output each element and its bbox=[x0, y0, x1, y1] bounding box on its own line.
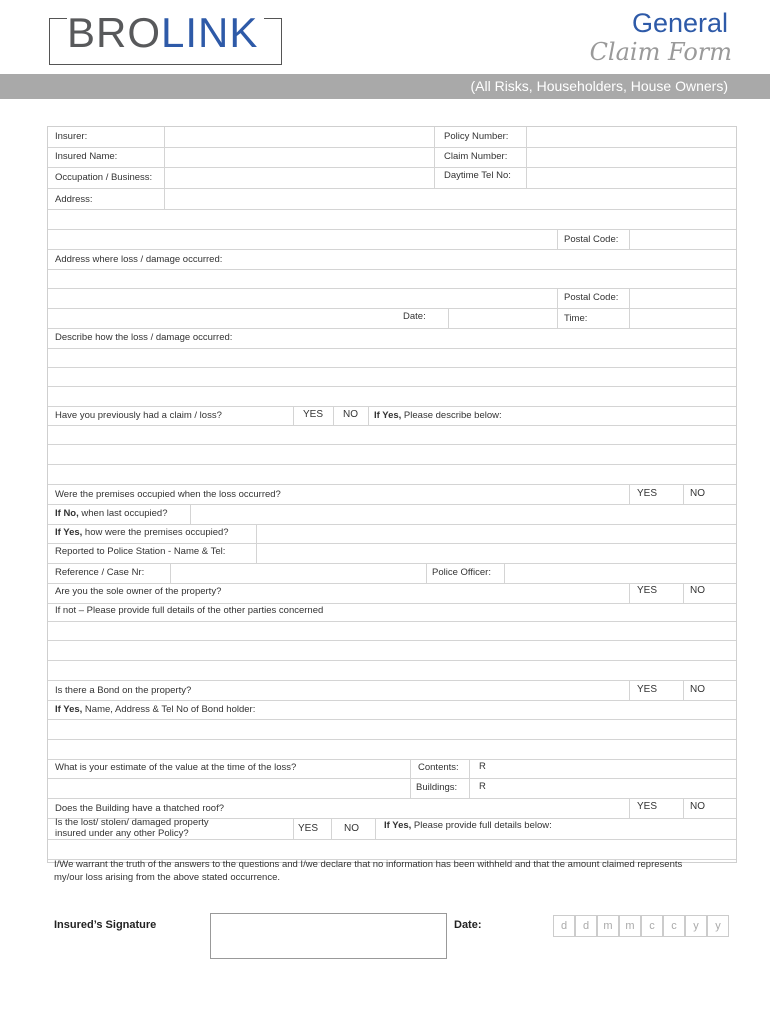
previous-claim-line-4[interactable] bbox=[48, 464, 736, 485]
row-premises-occupied bbox=[48, 484, 736, 505]
row-estimate-buildings bbox=[48, 778, 736, 799]
row-if-no bbox=[48, 504, 736, 525]
row-thatched bbox=[48, 798, 736, 819]
insured-name-field[interactable] bbox=[164, 147, 434, 166]
row-postal-code bbox=[48, 229, 736, 250]
form-title: General bbox=[631, 8, 728, 38]
other-parties-line-3[interactable] bbox=[48, 640, 736, 661]
reference-label: Reference / Case Nr: bbox=[55, 567, 145, 578]
previous-claim-line-3[interactable] bbox=[48, 444, 736, 465]
other-policy-label-2: insured under any other Policy? bbox=[55, 828, 189, 839]
date-label: Date: bbox=[403, 311, 426, 322]
thatched-label: Does the Building have a thatched roof? bbox=[55, 803, 225, 814]
logo-link: LINK bbox=[161, 9, 259, 56]
police-station-label: Reported to Police Station - Name & Tel: bbox=[55, 546, 226, 557]
describe-line-3[interactable] bbox=[48, 367, 736, 387]
address-field[interactable] bbox=[164, 188, 736, 208]
describe-line-2[interactable] bbox=[48, 348, 736, 368]
signature-date-label: Date: bbox=[454, 919, 482, 931]
logo-frame-bottom bbox=[49, 64, 282, 65]
previous-claim-label: Have you previously had a claim / loss? bbox=[55, 410, 222, 421]
how-occupied-field[interactable] bbox=[256, 524, 736, 542]
date-cell-m1[interactable]: m bbox=[597, 915, 619, 937]
postal-code-field[interactable] bbox=[629, 229, 736, 248]
previous-claim-if-yes bbox=[374, 410, 502, 421]
if-no-bold: If No, bbox=[55, 508, 79, 519]
previous-claim-line-2[interactable] bbox=[48, 425, 736, 445]
row-bond-holder bbox=[48, 700, 736, 720]
row-estimate-contents bbox=[48, 759, 736, 779]
bond-label: Is there a Bond on the property? bbox=[55, 685, 192, 696]
loss-address-label: Address where loss / damage occurred: bbox=[55, 254, 223, 265]
if-yes-bold: If Yes, bbox=[374, 410, 402, 421]
date-cell-y1[interactable]: y bbox=[685, 915, 707, 937]
logo-frame-top-right bbox=[264, 18, 282, 19]
other-policy-if-yes bbox=[384, 820, 552, 831]
policy-number-label: Policy Number: bbox=[444, 131, 509, 142]
previous-claim-yes[interactable]: YES bbox=[303, 409, 324, 420]
claim-number-label: Claim Number: bbox=[444, 151, 508, 162]
if-yes2-bold: If Yes, bbox=[55, 527, 83, 538]
if-yes3-rest: Name, Address & Tel No of Bond holder: bbox=[82, 704, 256, 715]
other-policy-no[interactable]: NO bbox=[344, 823, 359, 834]
address-label: Address: bbox=[55, 194, 93, 205]
if-no-label bbox=[55, 508, 167, 519]
other-parties-line-2[interactable] bbox=[48, 621, 736, 641]
premises-occupied-no[interactable]: NO bbox=[690, 488, 705, 499]
if-yes3-bold: If Yes, bbox=[55, 704, 83, 715]
other-parties-line-4[interactable] bbox=[48, 660, 736, 681]
row-loss-address bbox=[48, 249, 736, 270]
row-reference bbox=[48, 563, 736, 584]
bond-holder-line-2[interactable] bbox=[48, 719, 736, 740]
if-yes4-bold: If Yes, bbox=[384, 820, 412, 831]
row-date-time bbox=[48, 308, 736, 329]
date-cell-m2[interactable]: m bbox=[619, 915, 641, 937]
row-if-yes-occupied bbox=[48, 524, 736, 544]
other-policy-label-1: Is the lost/ stolen/ damaged property bbox=[55, 817, 209, 828]
if-yes-occupied-label bbox=[55, 527, 229, 538]
thatched-yes[interactable]: YES bbox=[637, 801, 658, 812]
date-cell-d1[interactable]: d bbox=[553, 915, 575, 937]
if-yes4-rest: Please provide full details below: bbox=[411, 820, 552, 831]
policy-number-field[interactable] bbox=[526, 127, 736, 146]
row-bond bbox=[48, 680, 736, 701]
police-officer-field[interactable] bbox=[504, 563, 736, 582]
claim-form bbox=[47, 126, 737, 863]
logo-frame-right bbox=[281, 18, 282, 65]
sole-owner-label: Are you the sole owner of the property? bbox=[55, 586, 222, 597]
bond-holder-line-3[interactable] bbox=[48, 739, 736, 760]
sole-owner-yes[interactable]: YES bbox=[637, 585, 658, 596]
if-not-label: If not – Please provide full details of the other parties concerned bbox=[55, 605, 324, 616]
time-field[interactable] bbox=[629, 308, 736, 327]
if-yes-rest: Please describe below: bbox=[401, 410, 502, 421]
row-describe bbox=[48, 328, 736, 349]
logo-bro: BRO bbox=[67, 9, 162, 56]
premises-occupied-yes[interactable]: YES bbox=[637, 488, 658, 499]
postal-code-2-label: Postal Code: bbox=[564, 292, 619, 303]
occupation-label: Occupation / Business: bbox=[55, 172, 153, 183]
if-no-rest: when last occupied? bbox=[78, 508, 168, 519]
address-line-2[interactable] bbox=[48, 209, 736, 230]
reference-field[interactable] bbox=[170, 563, 426, 582]
describe-line-4[interactable] bbox=[48, 386, 736, 407]
signature-field[interactable] bbox=[210, 913, 447, 959]
row-occupation bbox=[48, 167, 736, 189]
logo-frame-left bbox=[49, 18, 50, 65]
other-policy-yes[interactable]: YES bbox=[298, 823, 319, 834]
estimate-label: What is your estimate of the value at the time of the loss? bbox=[55, 762, 297, 773]
insured-name-label: Insured Name: bbox=[55, 151, 118, 162]
thatched-no[interactable]: NO bbox=[690, 801, 705, 812]
loss-address-line-2[interactable] bbox=[48, 269, 736, 289]
signature-label: Insured’s Signature bbox=[54, 919, 157, 931]
buildings-currency: R bbox=[479, 781, 486, 792]
bond-yes[interactable]: YES bbox=[637, 684, 658, 695]
insurer-label: Insurer: bbox=[55, 131, 88, 142]
occupation-field[interactable] bbox=[164, 167, 434, 187]
buildings-field[interactable] bbox=[469, 778, 736, 797]
band-text: (All Risks, Householders, House Owners) bbox=[470, 78, 728, 94]
header-band bbox=[0, 74, 770, 99]
describe-label: Describe how the loss / damage occurred: bbox=[55, 332, 233, 343]
date-cell-d2[interactable]: d bbox=[575, 915, 597, 937]
date-cell-c2[interactable]: c bbox=[663, 915, 685, 937]
contents-currency: R bbox=[479, 761, 486, 772]
date-field[interactable] bbox=[448, 308, 557, 327]
row-postal-code-2 bbox=[48, 288, 736, 309]
postal-code-2-field[interactable] bbox=[629, 288, 736, 307]
police-officer-label: Police Officer: bbox=[432, 567, 491, 578]
postal-code-label: Postal Code: bbox=[564, 234, 619, 245]
logo-text bbox=[67, 8, 258, 58]
row-other-policy bbox=[48, 818, 736, 840]
claim-number-field[interactable] bbox=[526, 147, 736, 166]
previous-claim-no[interactable]: NO bbox=[343, 409, 358, 420]
declaration-text: I/We warrant the truth of the answers to the questions and I/we declare that no information has been withheld and that the amount claimed represents my/our loss arising from the above stated occurrence. bbox=[54, 859, 683, 883]
form-subtitle: Claim Form bbox=[589, 38, 732, 66]
if-yes2-rest: how were the premises occupied? bbox=[82, 527, 229, 538]
row-previous-claim bbox=[48, 406, 736, 426]
last-occupied-field[interactable] bbox=[190, 504, 736, 523]
row-address bbox=[48, 188, 736, 210]
date-cell-c1[interactable]: c bbox=[641, 915, 663, 937]
daytime-tel-field[interactable] bbox=[526, 167, 736, 187]
insurer-field[interactable] bbox=[164, 127, 434, 146]
buildings-label: Buildings: bbox=[416, 782, 458, 793]
logo-frame-top-left bbox=[49, 18, 67, 19]
row-police-station bbox=[48, 543, 736, 564]
row-sole-owner bbox=[48, 583, 736, 604]
row-if-not bbox=[48, 603, 736, 622]
bond-no[interactable]: NO bbox=[690, 684, 705, 695]
premises-occupied-label: Were the premises occupied when the loss occurred? bbox=[55, 489, 281, 500]
police-station-field[interactable] bbox=[256, 543, 736, 562]
row-insured-name bbox=[48, 147, 736, 168]
sole-owner-no[interactable]: NO bbox=[690, 585, 705, 596]
contents-field[interactable] bbox=[469, 759, 736, 777]
bond-holder-label bbox=[55, 704, 255, 715]
daytime-tel-label: Daytime Tel No: bbox=[444, 170, 511, 181]
other-policy-line-2[interactable] bbox=[48, 839, 736, 860]
contents-label: Contents: bbox=[418, 762, 459, 773]
row-insurer bbox=[48, 127, 736, 148]
date-cell-y2[interactable]: y bbox=[707, 915, 729, 937]
time-label: Time: bbox=[564, 313, 588, 324]
